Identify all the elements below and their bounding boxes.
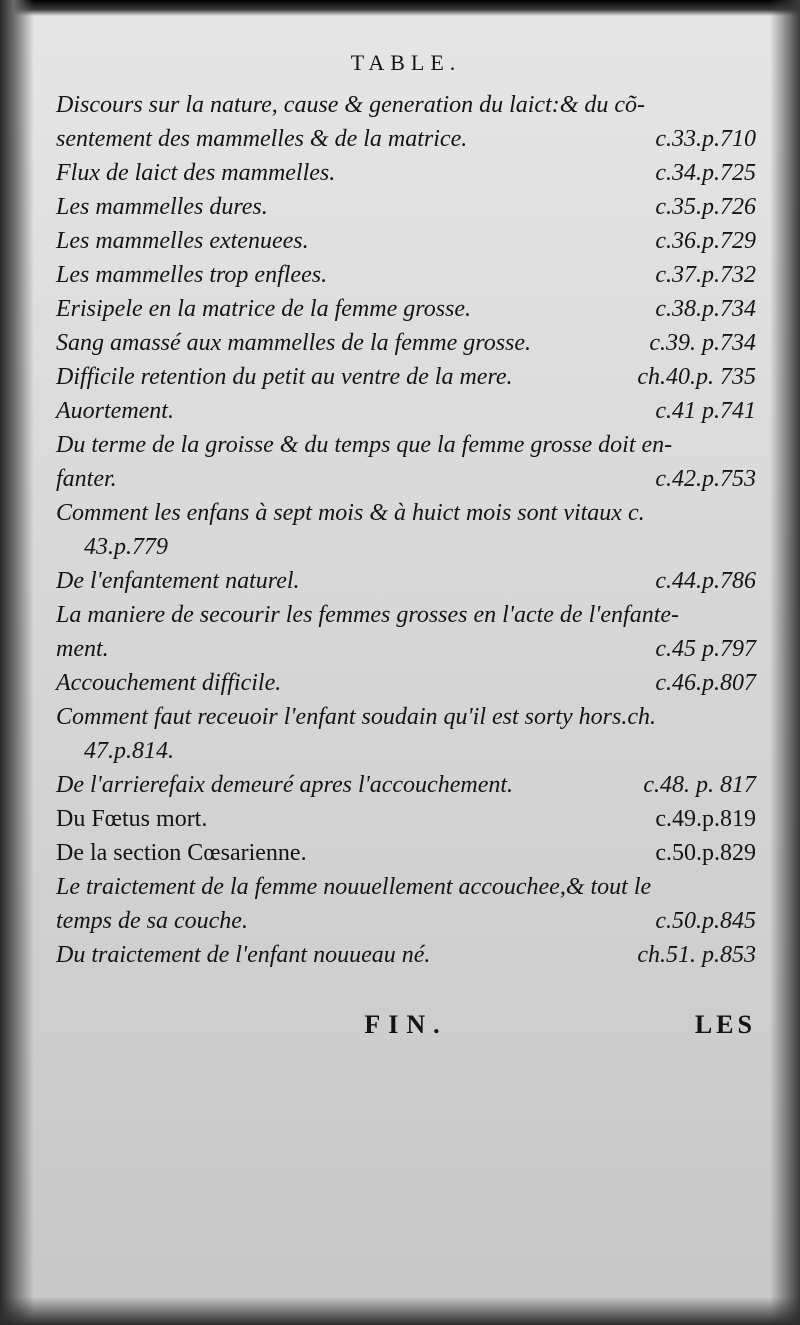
toc-entry-line (56, 122, 756, 156)
toc-entry (56, 428, 756, 496)
entry-title: Du Fœtus mort. (56, 806, 208, 832)
table-of-contents (56, 46, 756, 1040)
entry-title: Du terme de la groisse & du temps que la femme grosse doit en- (56, 432, 673, 458)
entry-title: Flux de laict des mammelles. (56, 160, 336, 186)
entry-reference: c.45 p.797 (655, 636, 756, 662)
toc-entry-line (56, 632, 756, 666)
toc-entry-line (56, 258, 756, 292)
toc-entry (56, 258, 756, 292)
entry-reference: c.36.p.729 (655, 228, 756, 254)
fin-label: FIN. (364, 1010, 448, 1039)
toc-entry (56, 938, 756, 972)
toc-entry (56, 768, 756, 802)
entry-reference: ch.51. p.853 (637, 942, 756, 968)
toc-entry (56, 666, 756, 700)
toc-entry (56, 564, 756, 598)
toc-entry-line (56, 938, 756, 972)
toc-entry-line (56, 428, 756, 462)
toc-entry (56, 836, 756, 870)
toc-entry-line (56, 224, 756, 258)
entry-title: ment. (56, 636, 109, 662)
page-bottom-edge (0, 1297, 800, 1325)
entry-reference: c.42.p.753 (655, 466, 756, 492)
entry-title: Sang amassé aux mammelles de la femme grosse. (56, 330, 532, 356)
entry-title: Comment faut receuoir l'enfant soudain qu'il est sorty hors.ch. (56, 704, 656, 730)
toc-entry-line (56, 496, 756, 530)
entry-title: Discours sur la nature, cause & generation du laict:& du cõ- (56, 92, 646, 118)
toc-entry-line (56, 700, 756, 734)
toc-entry-line (56, 598, 756, 632)
entry-reference: c.39. p.734 (649, 330, 756, 356)
entry-title: Erisipele en la matrice de la femme grosse. (56, 296, 472, 322)
entry-reference: c.37.p.732 (655, 262, 756, 288)
entry-title: Difficile retention du petit au ventre de la mere. (56, 364, 513, 390)
toc-entry-line (56, 292, 756, 326)
entry-reference: c.46.p.807 (655, 670, 756, 696)
toc-entry-line (56, 734, 756, 768)
toc-entry (56, 326, 756, 360)
entry-title: De la section Cœsarienne. (56, 840, 307, 866)
page-left-edge (0, 0, 34, 1325)
entry-title: Du traictement de l'enfant nouueau né. (56, 942, 431, 968)
entry-title: Comment les enfans à sept mois & à huict mois sont vitaux c. (56, 500, 645, 526)
page-top-shadow (0, 0, 800, 16)
toc-entry (56, 870, 756, 938)
entry-title: 47.p.814. (84, 738, 174, 764)
toc-entry (56, 224, 756, 258)
entry-title: sentement des mammelles & de la matrice. (56, 126, 468, 152)
toc-entry (56, 802, 756, 836)
entry-reference: c.34.p.725 (655, 160, 756, 186)
entry-title: Accouchement difficile. (56, 670, 282, 696)
toc-entry-line (56, 530, 756, 564)
page-heading: TABLE. (350, 50, 462, 75)
toc-entry-line (56, 768, 756, 802)
toc-entry (56, 598, 756, 666)
toc-entry (56, 190, 756, 224)
entry-reference: c.50.p.845 (655, 908, 756, 934)
toc-entry (56, 156, 756, 190)
catchword: LES (694, 1010, 756, 1039)
toc-entry (56, 496, 756, 564)
entry-title: De l'enfantement naturel. (56, 568, 300, 594)
toc-entry (56, 360, 756, 394)
toc-entry (56, 700, 756, 768)
entry-title: temps de sa couche. (56, 908, 248, 934)
toc-entry-line (56, 360, 756, 394)
entry-reference: c.35.p.726 (655, 194, 756, 220)
entry-title: Auortement. (56, 398, 174, 424)
toc-entry-line (56, 564, 756, 598)
entry-title: 43.p.779 (84, 534, 168, 560)
entry-reference: c.44.p.786 (655, 568, 756, 594)
page-right-edge (770, 0, 800, 1325)
entry-reference: c.50.p.829 (655, 840, 756, 866)
toc-entry-line (56, 156, 756, 190)
toc-entry (56, 394, 756, 428)
end-block (56, 1010, 756, 1040)
entry-title: De l'arrierefaix demeuré apres l'accouchement. (56, 772, 514, 798)
toc-entry-line (56, 326, 756, 360)
entries-list (56, 88, 756, 972)
entry-title: La maniere de secourir les femmes grosses en l'acte de l'enfante- (56, 602, 680, 628)
entry-reference: c.48. p. 817 (643, 772, 756, 798)
entry-reference: c.38.p.734 (655, 296, 756, 322)
entry-title: Les mammelles extenuees. (56, 228, 309, 254)
toc-entry-line (56, 666, 756, 700)
toc-entry-line (56, 88, 756, 122)
entry-reference: ch.40.p. 735 (637, 364, 756, 390)
entry-reference: c.41 p.741 (655, 398, 756, 424)
entry-title: Le traictement de la femme nouuellement accouchee,& tout le (56, 874, 652, 900)
toc-entry-line (56, 190, 756, 224)
toc-entry (56, 88, 756, 156)
toc-entry-line (56, 836, 756, 870)
toc-entry-line (56, 462, 756, 496)
entry-title: Les mammelles dures. (56, 194, 268, 220)
toc-entry-line (56, 394, 756, 428)
toc-entry-line (56, 904, 756, 938)
entry-reference: c.33.p.710 (655, 126, 756, 152)
entry-title: Les mammelles trop enflees. (56, 262, 328, 288)
entry-title: fanter. (56, 466, 117, 492)
toc-entry (56, 292, 756, 326)
toc-entry-line (56, 870, 756, 904)
entry-reference: c.49.p.819 (655, 806, 756, 832)
toc-entry-line (56, 802, 756, 836)
